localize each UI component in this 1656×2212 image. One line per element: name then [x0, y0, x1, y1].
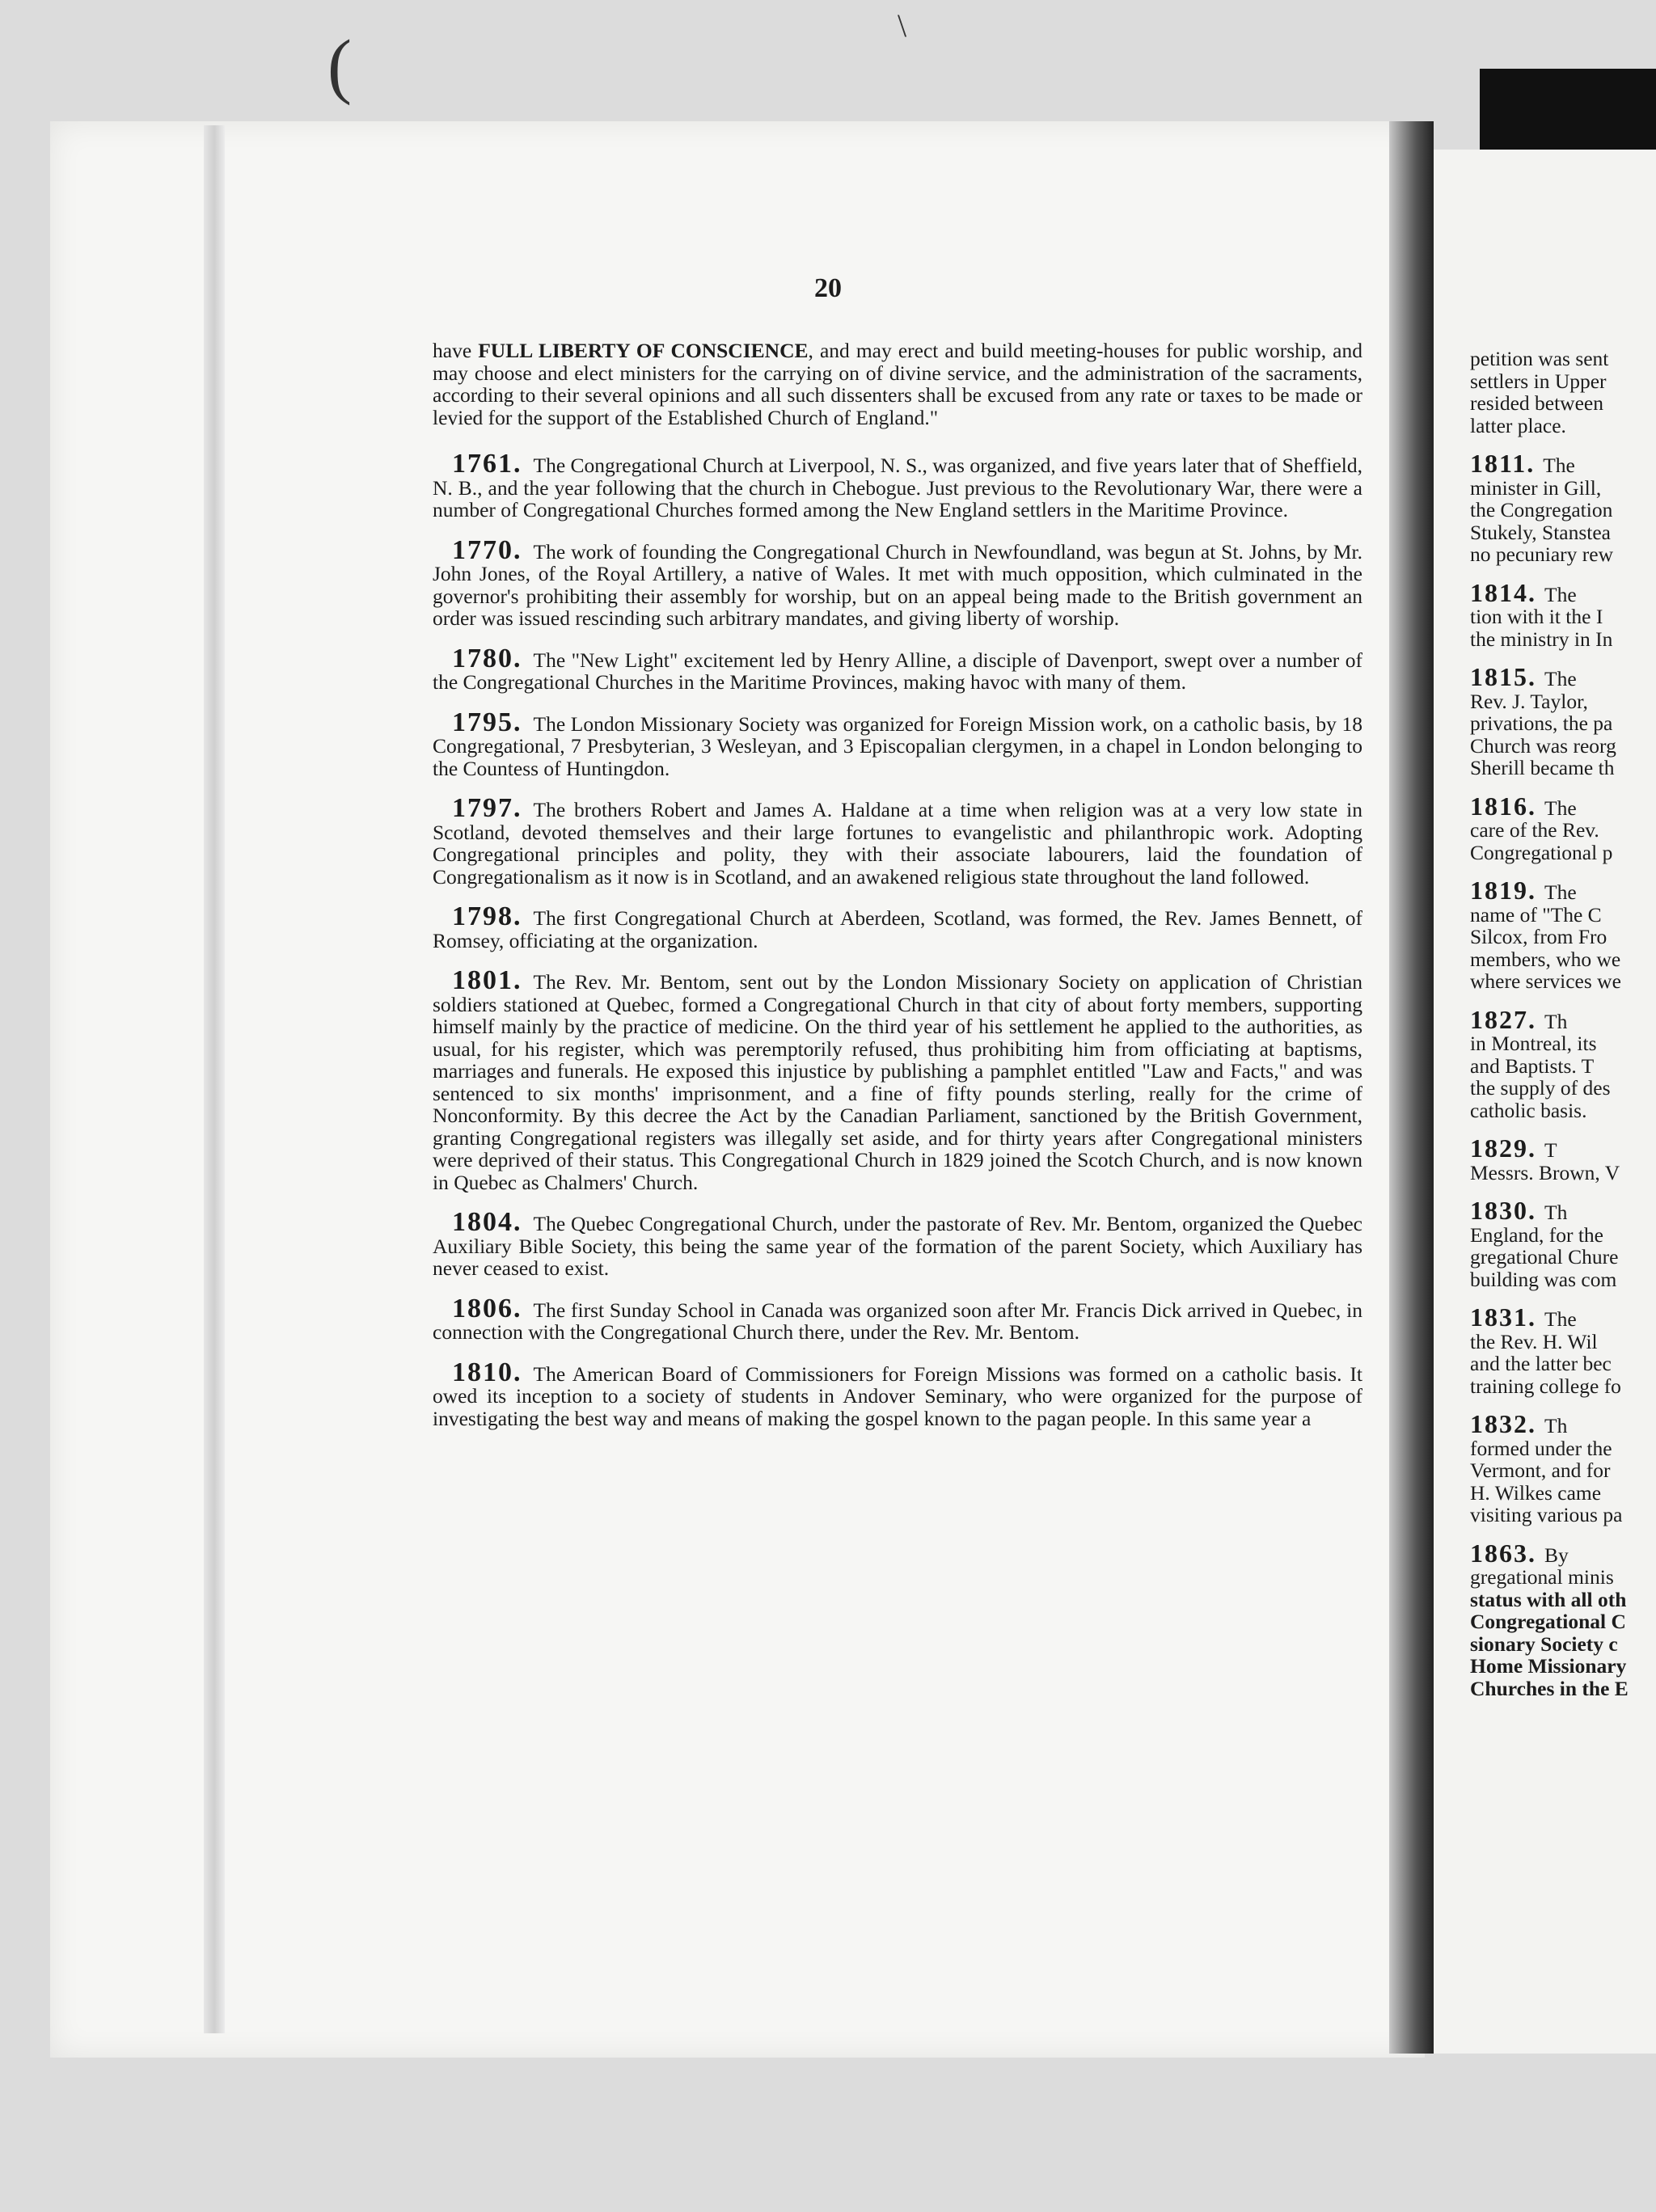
right-entry: [1470, 1409, 1656, 1526]
right-entry-line: [1470, 577, 1656, 607]
right-entry-line: [1470, 1566, 1656, 1589]
right-entry: [1470, 1538, 1656, 1700]
intro-text: , and may erect and build meeting-houses for public worship, and may choose and elect ministers for the carrying on of divine service, and the administration of the sacraments, according to their several opinions and all such dissenters shall be excused from any rate or taxes to be made or levied for the support of the Established Church of England.": [433, 339, 1362, 429]
right-page-text: [1470, 348, 1656, 1716]
right-entry: [1470, 1302, 1656, 1398]
right-entry-line: [1470, 1100, 1656, 1122]
right-entry-line: [1470, 1302, 1656, 1332]
entry-list: [433, 449, 1362, 1430]
right-entry-line: [1470, 1246, 1656, 1269]
right-entry-text: Churches in the E: [1470, 1676, 1629, 1700]
entry-text: The "New Light" excitement led by Henry Alline, a disciple of Davenport, swept over a number of the Congregational Churches in the Maritime Provinces, making havoc with many of them.: [433, 648, 1362, 694]
right-entry-text: gregational minis: [1470, 1565, 1614, 1589]
right-entry-text: Congregational C: [1470, 1610, 1626, 1633]
right-entry-text: name of "The C: [1470, 902, 1602, 927]
right-entry-text: no pecuniary rew: [1470, 542, 1614, 566]
right-entry-text: England, for the: [1470, 1222, 1603, 1247]
entry-paragraph: [433, 1293, 1362, 1344]
page-edge-stack: [204, 125, 225, 2033]
right-entry-line: [1470, 791, 1656, 821]
right-entry-text: privations, the pa: [1470, 711, 1613, 735]
entry-year: 1780.: [452, 643, 522, 673]
right-entry-text: Silcox, from Fro: [1470, 925, 1607, 948]
right-entry: [1470, 348, 1656, 437]
right-entry-line: [1470, 1133, 1656, 1163]
right-entry-text: gregational Chure: [1470, 1245, 1619, 1269]
right-entry-line: [1470, 370, 1656, 393]
right-entry-text: The: [1544, 880, 1577, 904]
right-entry-text: Home Missionary: [1470, 1654, 1627, 1678]
right-entry-text: the Congregation: [1470, 498, 1613, 521]
entry-text: The brothers Robert and James A. Haldane at a time when religion was at a very low state in Scotland, devoted themselves and their large fortunes to evangelistic and philanthropic work. Adopting Congregational principles and polity, they with their associate labourers, laid the foundation of Congregationalism as it now is in Scotland, and an awakened religious state throughout the land followed.: [433, 798, 1362, 889]
right-entry-line: [1470, 1409, 1656, 1438]
book-gutter: [1389, 121, 1434, 2054]
right-entry-text: Church was reorg: [1470, 733, 1616, 758]
entry-paragraph: [433, 707, 1362, 780]
right-entry-text: Th: [1544, 1009, 1568, 1033]
right-entry-line: [1470, 1032, 1656, 1055]
right-entry-line: [1470, 415, 1656, 437]
right-entry-line: [1470, 1055, 1656, 1078]
right-entry: [1470, 1196, 1656, 1291]
right-entry-line: [1470, 1538, 1656, 1568]
entry-paragraph: [433, 643, 1362, 694]
right-entry-year: 1863.: [1470, 1538, 1536, 1568]
right-entry-line: [1470, 735, 1656, 758]
right-entry-line: [1470, 1459, 1656, 1482]
right-entry-line: [1470, 1482, 1656, 1505]
right-entry-line: [1470, 1162, 1656, 1184]
right-entry-line: [1470, 348, 1656, 370]
entry-paragraph: [433, 534, 1362, 630]
right-entry-text: the Rev. H. Wil: [1470, 1329, 1598, 1353]
right-entry-line: [1470, 876, 1656, 905]
right-entry: [1470, 876, 1656, 993]
right-entry-text: Th: [1544, 1414, 1568, 1437]
right-entry: [1470, 1004, 1656, 1122]
entry-paragraph: [433, 1357, 1362, 1430]
right-entry-line: [1470, 948, 1656, 971]
right-entry-line: [1470, 904, 1656, 927]
right-entry-year: 1829.: [1470, 1133, 1536, 1163]
right-entry-text: formed under the: [1470, 1436, 1612, 1460]
right-entry-text: building was com: [1470, 1267, 1617, 1291]
right-entry-line: [1470, 477, 1656, 500]
right-entry-text: tion with it the I: [1470, 605, 1603, 628]
right-entry-line: [1470, 392, 1656, 415]
right-entry-text: Congregational p: [1470, 840, 1613, 864]
entry-year: 1810.: [452, 1357, 522, 1387]
page-number: 20: [814, 273, 842, 303]
right-entry-line: [1470, 842, 1656, 864]
right-entry-text: The: [1544, 1307, 1577, 1331]
right-entry-text: The: [1544, 796, 1577, 820]
entry-text: The Quebec Congregational Church, under the pastorate of Rev. Mr. Bentom, organized the Quebec Auxiliary Bible Society, this being the same year of the formation of the parent Society, which Auxiliary has never ceased to exist.: [433, 1212, 1362, 1280]
entry-year: 1795.: [452, 707, 522, 737]
right-entry-text: and Baptists. T: [1470, 1053, 1595, 1078]
right-entry-text: Sherill became th: [1470, 756, 1615, 779]
right-entry-line: [1470, 499, 1656, 521]
right-entry-year: 1814.: [1470, 577, 1536, 607]
scan-speck: \: [898, 7, 907, 44]
right-entry-text: status with all oth: [1470, 1587, 1627, 1611]
right-entry-year: 1811.: [1470, 449, 1536, 478]
entry-text: The Rev. Mr. Bentom, sent out by the London Missionary Society on application of Christian soldiers stationed at Quebec, formed a Congregational Church in that city of about forty members, supporting himself mainly by the practice of medicine. On the third year of his settlement he applied to the authorities, as usual, for his register, which was peremptorily refused, thus prohibiting him from officiating at baptisms, marriages and funerals. He exposed this injustice by publishing a pamphlet entitled "Law and Facts," and was sentenced to six months' imprisonment, and a fine of fifty pounds sterling, really for the crime of Nonconformity. By this decree the Act by the Canadian Parliament, sanctioned by the British Government, granting Congregational registers was illegally set aside, and for thirty years after Congregational ministers were deprived of their status. This Congregational Church in 1829 joined the Scotch Church, and is now known in Quebec as Chalmers' Church.: [433, 970, 1362, 1194]
intro-paragraph: [433, 340, 1362, 428]
right-entry-text: the ministry in In: [1470, 627, 1613, 651]
binding-shadow: [1480, 69, 1656, 150]
entry-paragraph: [433, 449, 1362, 521]
entry-year: 1806.: [452, 1293, 522, 1323]
right-entry-line: [1470, 1655, 1656, 1678]
right-entry-line: [1470, 926, 1656, 948]
right-entry-text: Vermont, and for: [1470, 1458, 1611, 1482]
right-entry-year: 1827.: [1470, 1004, 1536, 1034]
entry-text: The American Board of Commissioners for Foreign Missions was formed on a catholic basis. It owed its inception to a society of students in Andover Seminary, who were organized for the purpose of investigating the best way and means of making the gospel known to the pagan people. In this same year a: [433, 1361, 1362, 1430]
right-entry-line: [1470, 1224, 1656, 1247]
right-entry-text: By: [1544, 1543, 1569, 1567]
entry-year: 1801.: [452, 965, 522, 995]
right-entry-text: The: [1543, 454, 1575, 477]
entry-paragraph: [433, 901, 1362, 952]
right-entry-text: where services we: [1470, 969, 1621, 993]
entry-text: The Congregational Church at Liverpool, N. S., was organized, and five years later that of Sheffield, N. B., and the year following that the church in Chebogue. Just previous to the Revolutionary War, there were a number of Congregational Churches formed among the New England settlers in the Maritime Province.: [433, 454, 1362, 521]
right-entry-line: [1470, 690, 1656, 713]
right-entry-line: [1470, 449, 1656, 478]
right-entry-text: Messrs. Brown, V: [1470, 1160, 1620, 1184]
right-entry-text: resided between: [1470, 391, 1603, 415]
right-entry-text: The: [1544, 667, 1577, 690]
right-entry-line: [1470, 1004, 1656, 1034]
right-entry-text: T: [1544, 1138, 1557, 1162]
right-entry-text: catholic basis.: [1470, 1098, 1587, 1122]
right-entry: [1470, 577, 1656, 651]
right-entry-line: [1470, 712, 1656, 735]
binding-mark: (: [327, 26, 352, 106]
right-entry-line: [1470, 628, 1656, 651]
right-entry-line: [1470, 1331, 1656, 1353]
right-entry-text: Stukely, Stanstea: [1470, 520, 1611, 544]
intro-small-caps: FULL LIBERTY OF CONSCIENCE: [478, 339, 809, 362]
right-entry-line: [1470, 1678, 1656, 1700]
main-text: [433, 340, 1362, 1447]
right-entry-text: settlers in Upper: [1470, 369, 1607, 393]
right-entry-line: [1470, 662, 1656, 691]
right-entry-text: visiting various pa: [1470, 1503, 1623, 1526]
right-entry-text: Th: [1544, 1201, 1568, 1224]
right-entry-line: [1470, 1610, 1656, 1633]
right-entry-text: members, who we: [1470, 947, 1621, 971]
right-entry-text: the supply of des: [1470, 1076, 1611, 1100]
right-entry-text: petition was sent: [1470, 347, 1609, 370]
right-page: [1434, 150, 1656, 2054]
entry-year: 1797.: [452, 793, 522, 823]
right-entry: [1470, 449, 1656, 566]
entry-text: The first Congregational Church at Aberdeen, Scotland, was formed, the Rev. James Bennett, of Romsey, officiating at the organization.: [433, 906, 1362, 952]
right-entry: [1470, 1133, 1656, 1184]
entry-paragraph: [433, 965, 1362, 1194]
right-entry-line: [1470, 1077, 1656, 1100]
right-entry-year: 1816.: [1470, 791, 1536, 821]
entry-paragraph: [433, 793, 1362, 889]
intro-lead: have: [433, 339, 479, 362]
right-entry-line: [1470, 1589, 1656, 1611]
right-entry-text: H. Wilkes came: [1470, 1480, 1602, 1505]
right-entry-year: 1815.: [1470, 662, 1536, 691]
entry-text: The work of founding the Congregational Church in Newfoundland, was begun at St. Johns, by Mr. John Jones, of the Royal Artillery, a native of Wales. It met with much opposition, which culminated in the governor's prohibiting their assembly for worship, but on an appeal being made to the British government an order was issued rescinding such arbitrary mandates, and giving liberty of worship.: [433, 539, 1362, 630]
right-entry-line: [1470, 970, 1656, 993]
right-entry-text: The: [1544, 582, 1577, 606]
entry-year: 1770.: [452, 534, 522, 565]
right-entry-line: [1470, 1437, 1656, 1460]
right-entry-line: [1470, 1196, 1656, 1225]
right-entry-line: [1470, 521, 1656, 544]
right-entry-text: care of the Rev.: [1470, 818, 1599, 842]
right-entry-year: 1832.: [1470, 1409, 1536, 1438]
right-entry-text: Rev. J. Taylor,: [1470, 689, 1588, 713]
entry-year: 1798.: [452, 901, 522, 931]
right-entry-line: [1470, 606, 1656, 628]
right-entry-text: minister in Gill,: [1470, 475, 1602, 500]
right-entry-year: 1831.: [1470, 1302, 1536, 1332]
right-entry-text: sionary Society c: [1470, 1632, 1618, 1656]
entry-text: The first Sunday School in Canada was organized soon after Mr. Francis Dick arrived in Quebec, in connection with the Congregational Church there, under the Rev. Mr. Bentom.: [433, 1298, 1362, 1344]
right-entry-line: [1470, 819, 1656, 842]
right-entry-text: training college fo: [1470, 1374, 1621, 1398]
right-entry-line: [1470, 1353, 1656, 1375]
entry-text: The London Missionary Society was organized for Foreign Mission work, on a catholic basis, by 18 Congregational, 7 Presbyterian, 3 Wesleyan, and 3 Episcopalian clergymen, in a chapel in London belonging to the Countess of Huntingdon.: [433, 711, 1362, 780]
right-entry: [1470, 791, 1656, 864]
right-entry-text: latter place.: [1470, 413, 1566, 437]
entry-year: 1761.: [452, 449, 522, 479]
right-entry-line: [1470, 1375, 1656, 1398]
right-entry-line: [1470, 1504, 1656, 1526]
right-entry-year: 1819.: [1470, 876, 1536, 905]
right-entry: [1470, 662, 1656, 779]
entry-paragraph: [433, 1207, 1362, 1280]
right-entry-year: 1830.: [1470, 1196, 1536, 1225]
right-entry-line: [1470, 1269, 1656, 1291]
right-entry-line: [1470, 543, 1656, 566]
right-entry-text: in Montreal, its: [1470, 1032, 1597, 1055]
right-entry-line: [1470, 757, 1656, 779]
right-entry-text: and the latter bec: [1470, 1352, 1612, 1375]
entry-year: 1804.: [452, 1207, 522, 1237]
right-entry-line: [1470, 1633, 1656, 1656]
